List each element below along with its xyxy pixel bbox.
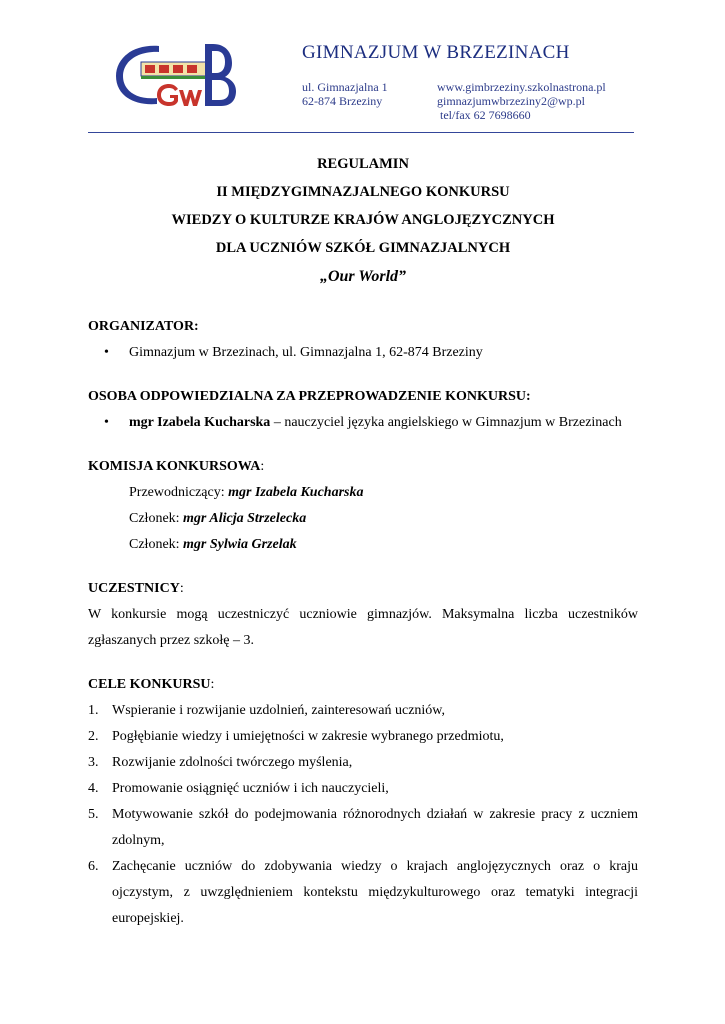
member-name: mgr Izabela Kucharska — [228, 485, 364, 500]
organizer-heading: ORGANIZATOR: — [88, 319, 199, 334]
header-divider — [88, 132, 634, 133]
committee-member — [88, 506, 638, 532]
title-line-2: II MIĘDZYGIMNAZJALNEGO KONKURSU — [216, 184, 510, 200]
school-logo-graphic — [113, 40, 237, 110]
bullet-icon: • — [104, 345, 109, 360]
goal-item — [88, 802, 638, 854]
goal-text: Promowanie osiągnięć uczniów i ich nauczycieli, — [112, 781, 389, 796]
participants-section — [88, 576, 638, 654]
address-line-2: 62-874 Brzeziny — [302, 94, 383, 108]
organizer-item — [88, 340, 638, 366]
participants-heading: UCZESTNICY — [88, 581, 180, 596]
contest-name: „Our World” — [319, 268, 407, 285]
responsible-name: mgr Izabela Kucharska — [129, 415, 271, 430]
organizer-section — [88, 314, 638, 366]
responsible-section — [88, 384, 638, 436]
goals-section — [88, 672, 638, 932]
goal-text: Pogłębianie wiedzy i umiejętności w zakresie wybranego przedmiotu, — [112, 729, 504, 744]
goal-number: 2. — [88, 729, 99, 744]
goal-number: 4. — [88, 781, 99, 796]
goal-number: 5. — [88, 807, 99, 822]
goal-text: Motywowanie szkół do podejmowania różnorodnych działań w zakresie pracy z uczniem zdolnym, — [112, 807, 638, 848]
member-name: mgr Alicja Strzelecka — [183, 511, 307, 526]
member-role: Członek: — [129, 537, 184, 552]
phone-number: tel/fax 62 7698660 — [440, 108, 531, 122]
title-line-4: DLA UCZNIÓW SZKÓŁ GIMNAZJALNYCH — [215, 240, 511, 256]
website-link[interactable]: www.gimbrzeziny.szkolnastrona.pl — [437, 80, 606, 94]
committee-section — [88, 454, 638, 558]
committee-member — [88, 532, 638, 558]
goal-number: 6. — [88, 859, 99, 874]
committee-member — [88, 480, 638, 506]
participants-colon: : — [179, 581, 184, 596]
goal-text: Rozwijanie zdolności twórczego myślenia, — [112, 755, 353, 770]
goals-colon: : — [210, 677, 215, 692]
address-line-1: ul. Gimnazjalna 1 — [302, 80, 388, 94]
title-line-3: WIEDZY O KULTURZE KRAJÓW ANGLOJĘZYCZNYCH — [171, 212, 555, 228]
goal-item — [88, 724, 638, 750]
participants-text: W konkursie mogą uczestniczyć uczniowie gimnazjów. Maksymalna liczba uczestników zgłaszanych przez szkołę – 3. — [88, 607, 638, 648]
member-name: mgr Sylwia Grzelak — [183, 537, 297, 552]
member-role: Przewodniczący: — [129, 485, 229, 500]
goal-item — [88, 854, 638, 932]
goal-number: 3. — [88, 755, 99, 770]
email-link[interactable]: gimnazjumwbrzeziny2@wp.pl — [437, 94, 586, 108]
bullet-icon: • — [104, 415, 109, 430]
goal-number: 1. — [88, 703, 99, 718]
goal-text: Wspieranie i rozwijanie uzdolnień, zainteresowań uczniów, — [112, 703, 446, 718]
document-body — [88, 314, 638, 932]
goal-text: Zachęcanie uczniów do zdobywania wiedzy o krajach anglojęzycznych oraz o kraju ojczystym, z uwzględnieniem kontekstu międzykulturowego oraz tematyki integracji europejskiej. — [112, 859, 638, 926]
title-line-1: REGULAMIN — [317, 156, 409, 172]
responsible-role: – nauczyciel języka angielskiego w Gimnazjum w Brzezinach — [270, 415, 622, 430]
school-logo — [113, 40, 237, 110]
school-name: GIMNAZJUM W BRZEZINACH — [302, 42, 570, 63]
document-title — [88, 150, 638, 292]
goals-heading: CELE KONKURSU — [88, 677, 211, 692]
responsible-heading: OSOBA ODPOWIEDZIALNA ZA PRZEPROWADZENIE KONKURSU: — [88, 389, 531, 404]
goal-item — [88, 698, 638, 724]
committee-heading: KOMISJA KONKURSOWA — [88, 459, 261, 474]
goal-item — [88, 776, 638, 802]
organizer-text: Gimnazjum w Brzezinach, ul. Gimnazjalna 1, 62-874 Brzeziny — [129, 345, 483, 360]
member-role: Członek: — [129, 511, 184, 526]
goal-item — [88, 750, 638, 776]
committee-colon: : — [260, 459, 265, 474]
responsible-item — [88, 410, 638, 436]
